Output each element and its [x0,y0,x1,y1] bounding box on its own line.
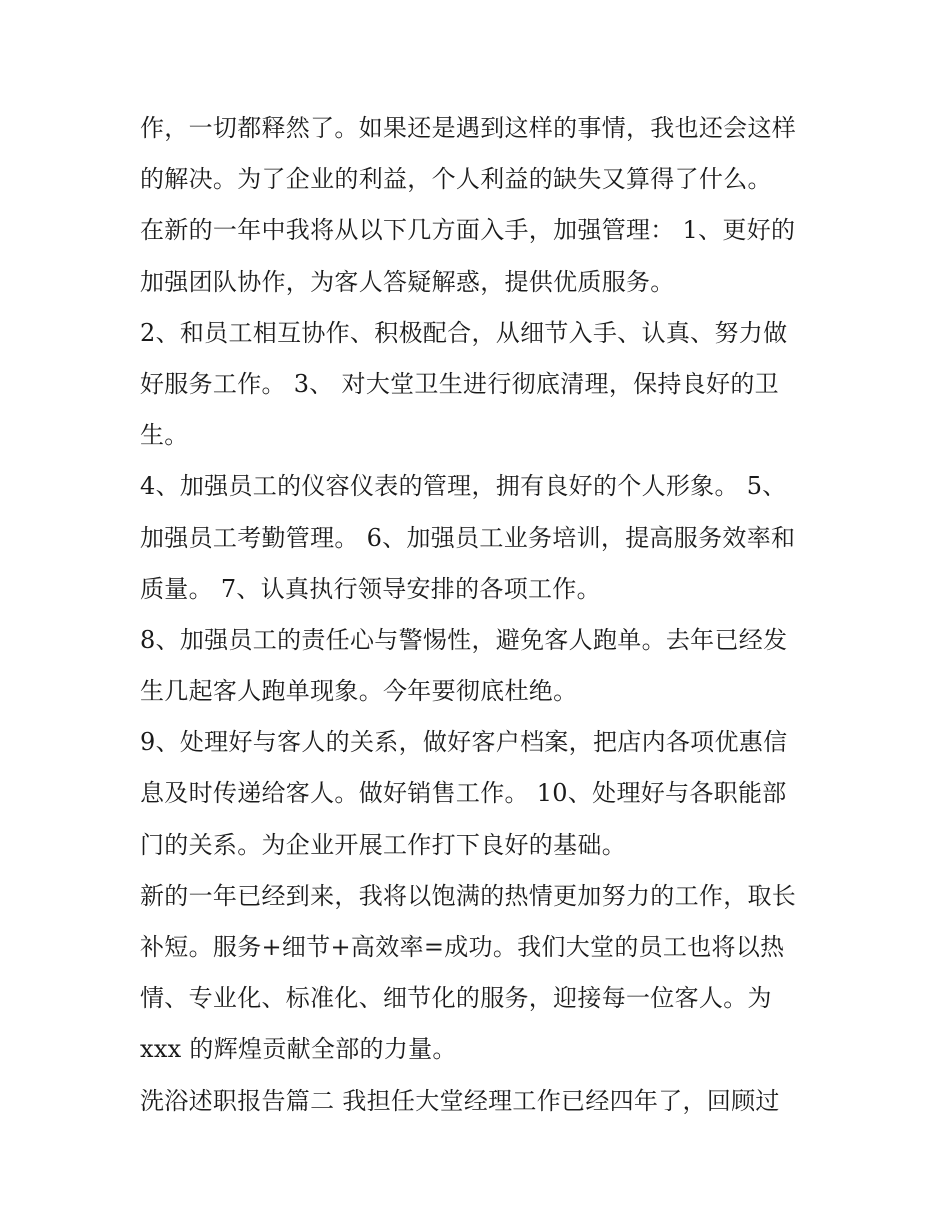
text-line: 2、和员工相互协作、积极配合，从细节入手、认真、努力做 [140,318,788,347]
text-line: 9、处理好与客人的关系，做好客户档案，把店内各项优惠信 [140,728,788,757]
text-line: 息及时传递给客人。做好销售工作。 10、处理好与各职能部 [140,779,787,808]
text-line: 洗浴述职报告篇二 我担任大堂经理工作已经四年了，回顾过 [140,1086,780,1115]
text-line: 作，一切都释然了。如果还是遇到这样的事情，我也还会这样 [140,114,797,142]
text-line: 门的关系。为企业开展工作打下良好的基础。 [140,830,626,859]
text-line: 8、加强员工的责任心与警惕性，避免客人跑单。去年已经发 [140,625,788,654]
text-line: 补短。服务+细节+高效率=成功。我们大堂的员工也将以热 [140,933,785,961]
text-line: 4、加强员工的仪容仪表的管理，拥有良好的个人形象。 5、 [140,472,787,501]
text-line: 好服务工作。 3、 对大堂卫生进行彻底清理，保持良好的卫 [140,369,779,398]
document-body [140,103,830,1127]
text-line: 的解决。为了企业的利益，个人利益的缺失又算得了什么。 [140,165,772,194]
text-line: xxx 的辉煌贡献全部的力量。 [140,1035,457,1064]
text-line: 在新的一年中我将从以下几方面入手，加强管理： 1、更好的 [140,216,796,245]
text-line: 新的一年已经到来，我将以饱满的热情更加努力的工作，取长 [140,881,797,910]
text-line: 生几起客人跑单现象。今年要彻底杜绝。 [140,677,578,706]
text-line: 生。 [140,421,189,450]
text-line: 加强团队协作，为客人答疑解惑，提供优质服务。 [140,267,675,296]
text-line: 质量。 7、认真执行领导安排的各项工作。 [140,574,601,603]
text-line: 情、专业化、标准化、细节化的服务，迎接每一位客人。为 [140,984,772,1013]
text-line: 加强员工考勤管理。 6、加强员工业务培训，提高服务效率和 [140,523,796,552]
